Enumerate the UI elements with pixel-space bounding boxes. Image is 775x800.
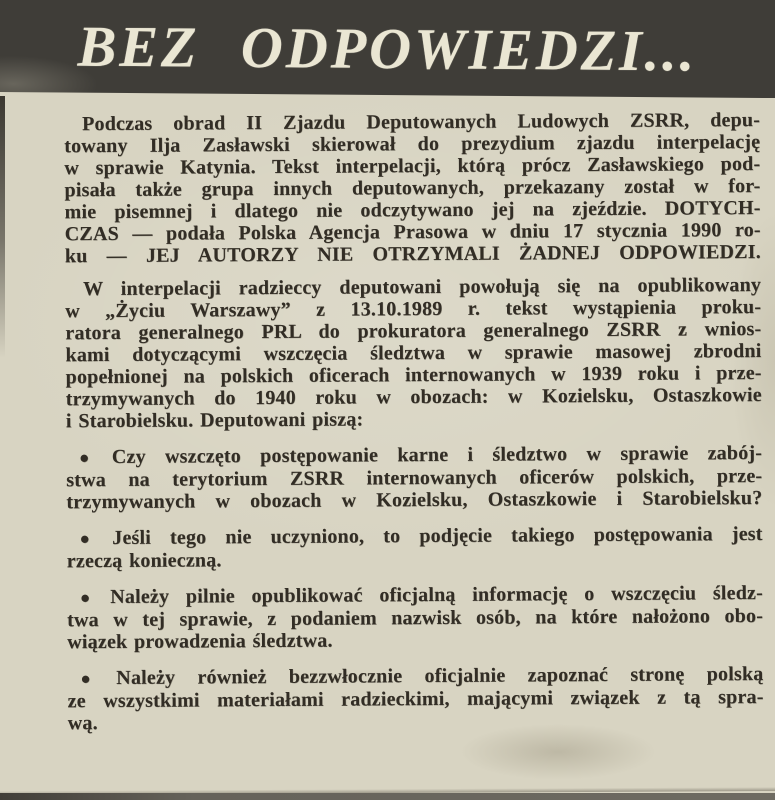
text-line: CZAS — podała Polska Agencja Prasowa w dniu 17 stycznia 1990 ro-: [64, 218, 761, 246]
text-line: wą.: [67, 712, 98, 735]
text-line: popełnionej na polskich oficerach internowanych w 1939 roku i prze-: [65, 361, 762, 389]
paragraph: [66, 442, 762, 513]
text-line: kami dotyczącymi wszczęcia śledztwa w sprawie masowej zbrodni: [65, 339, 762, 367]
paragraph: [64, 109, 761, 267]
text-line: w sprawie Katynia. Tekst interpelacji, którą prócz Zasławskiego pod-: [64, 152, 761, 180]
text-line: [67, 523, 763, 550]
article-title: BEZ ODPOWIEDZI...: [77, 13, 698, 84]
text-line: mie pisemnej i dlatego nie odczytywano jej na zjeździe. DOTYCH-: [64, 196, 761, 224]
text-line-content: Należy pilnie opublikować oficjalną informację o wszczęciu śledz-: [110, 581, 764, 608]
text-line: stwa na terytorium ZSRR internowanych oficerów polskich, prze-: [66, 464, 763, 492]
article-body: [64, 109, 764, 745]
text-line-content: Czy wszczęto postępowanie karne i śledztwo w sprawie zabój-: [111, 441, 763, 468]
masthead-banner: [0, 0, 775, 98]
scan-edge-bottom: [0, 793, 775, 800]
bullet-icon: ●: [80, 669, 107, 689]
paragraph: [65, 274, 762, 432]
text-line: wiązek prowadzenia śledztwa.: [67, 629, 333, 654]
text-line: towany Ilja Zasławski skierował do prezydium zjazdu interpelację: [64, 130, 761, 158]
text-line: rzeczą konieczną.: [66, 549, 222, 573]
text-line: Podczas obrad II Zjazdu Deputowanych Ludowych ZSRR, depu-: [82, 109, 761, 136]
paragraph: [67, 582, 763, 653]
paragraph: [67, 663, 763, 734]
text-line-content: Należy również bezzwłocznie oficjalnie zapoznać stronę polską: [116, 662, 764, 689]
text-line: w „Życiu Warszawy” z 13.10.1989 r. tekst wystąpienia proku-: [65, 295, 762, 323]
text-line-content: Jeśli tego nie uczyniono, to podjęcie takiego postępowania jest: [112, 522, 763, 549]
text-line: W interpelacji radzieccy deputowani powołują się na opublikowany: [83, 273, 762, 301]
bullet-icon: ●: [79, 448, 102, 468]
text-line: ku — JEJ AUTORZY NIE OTRZYMALI ŻADNEJ ODPOWIEDZI.: [64, 240, 761, 268]
text-line: ratora generalnego PRL do prokuratora generalnego ZSRR z wnios-: [65, 317, 762, 345]
text-line: twa w tej sprawie, z podaniem nazwisk osób, na które nałożono obo-: [67, 604, 764, 632]
bullet-icon: ●: [79, 588, 101, 608]
text-line: i Starobielsku. Deputowani piszą:: [65, 408, 364, 433]
text-line: trzymywanych w obozach w Kozielsku, Ostaszkowie i Starobielsku?: [66, 486, 763, 514]
text-line: ze wszystkimi materiałami radzieckimi, mającymi związek z tą spra-: [67, 685, 764, 713]
bullet-icon: ●: [79, 529, 103, 549]
scan-edge-left: [0, 96, 5, 358]
text-line: pisała także grupa innych deputowanych, przekazany został w for-: [64, 174, 761, 202]
text-line: trzymywanych do 1940 roku w obozach: w Kozielsku, Ostaszkowie: [65, 383, 762, 411]
paragraph: [67, 523, 763, 572]
